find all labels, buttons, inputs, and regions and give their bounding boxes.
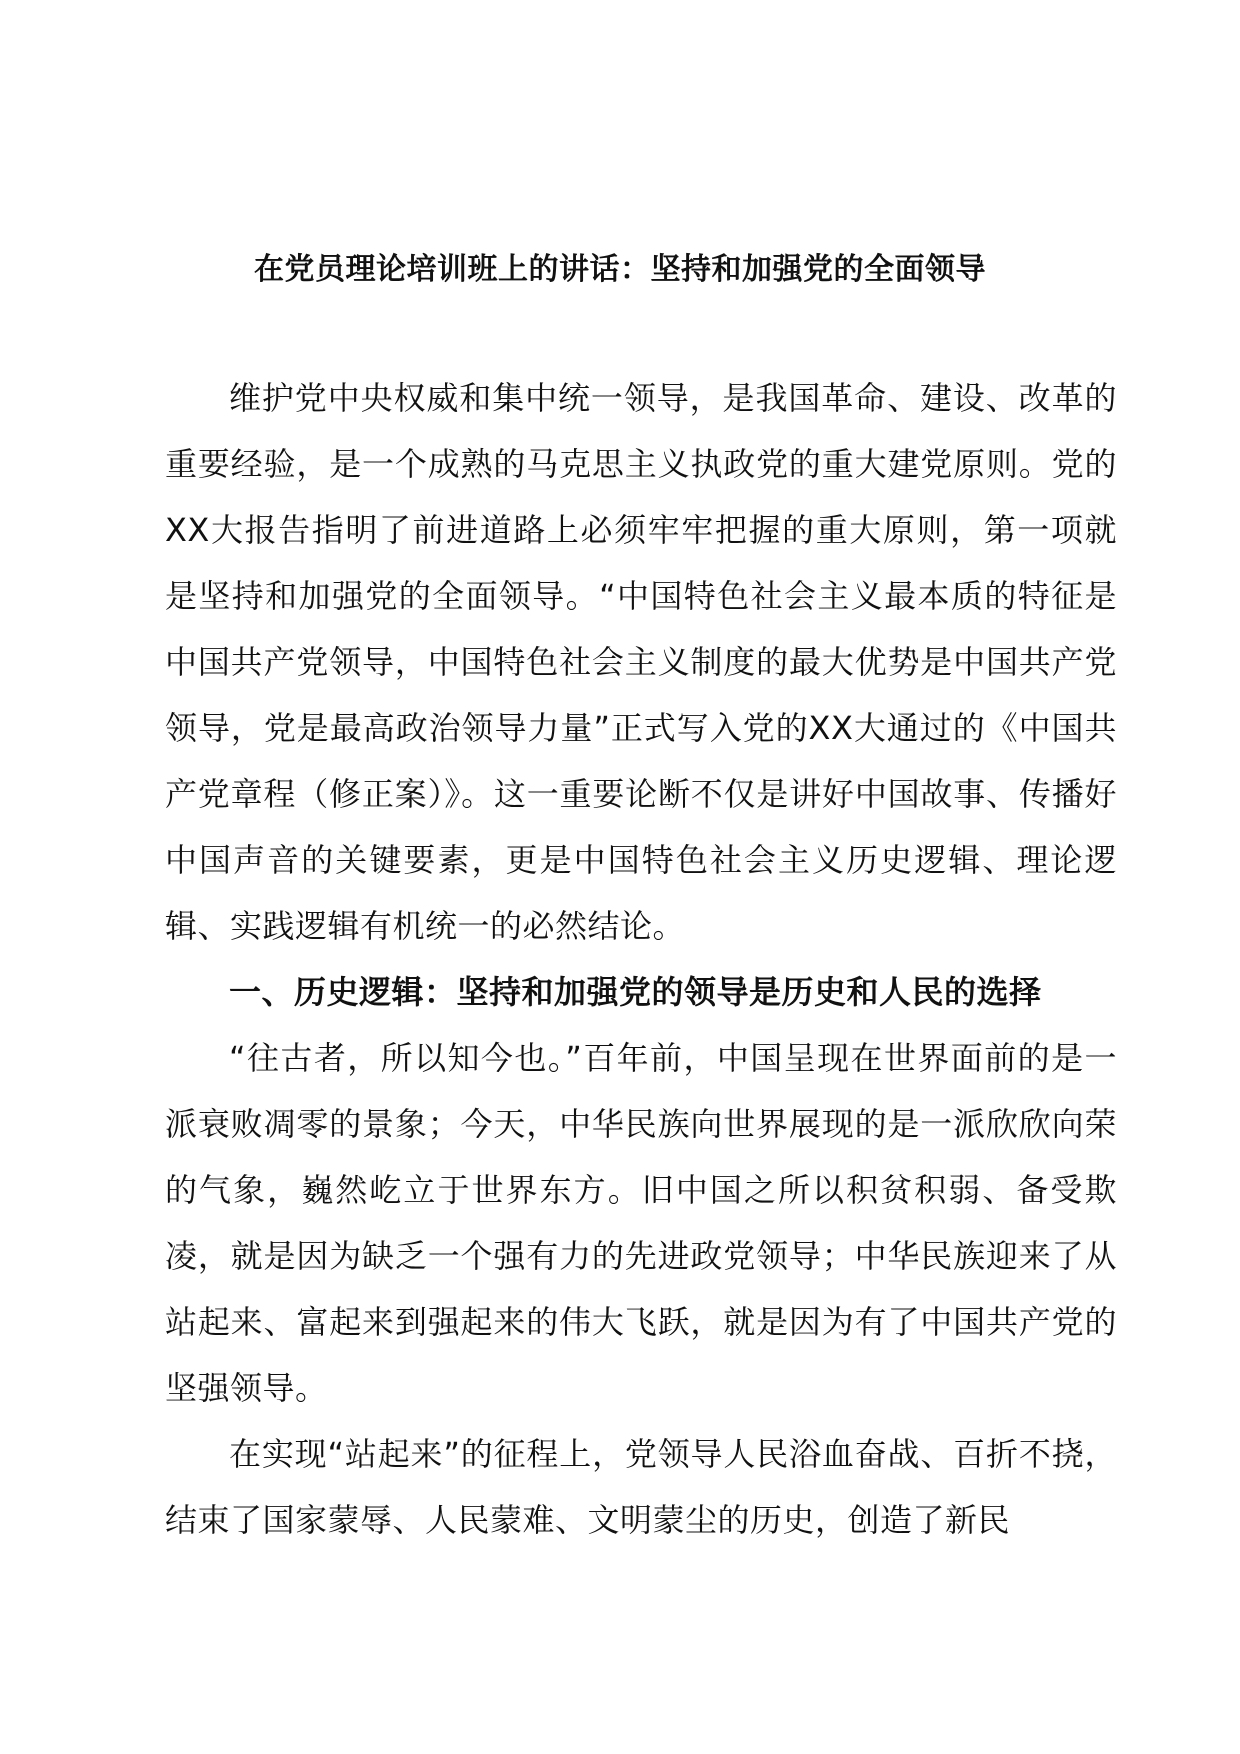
- body-paragraph: 在实现“站起来”的征程上，党领导人民浴血奋战、百折不挠，结束了国家蒙辱、人民蒙难、文明蒙尘的历史，创造了新民: [165, 1435, 1117, 1539]
- body-paragraph: “往古者，所以知今也。”百年前，中国呈现在世界面前的是一派衰败凋零的景象；今天，中华民族向世界展现的是一派欣欣向荣的气象，巍然屹立于世界东方。旧中国之所以积贫积弱、备受欺凌，就是因为缺乏一个强有力的先进政党领导；中华民族迎来了从站起来、富起来到强起来的伟大飞跃，就是因为有了中国共产党的坚强领导。: [165, 1039, 1117, 1407]
- document-body: [165, 365, 1117, 1553]
- intro-paragraph: 维护党中央权威和集中统一领导，是我国革命、建设、改革的重要经验，是一个成熟的马克思主义执政党的重大建党原则。党的XX大报告指明了前进道路上必须牢牢把握的重大原则，第一项就是坚持和加强党的全面领导。“中国特色社会主义最本质的特征是中国共产党领导，中国特色社会主义制度的最大优势是中国共产党领导，党是最高政治领导力量”正式写入党的XX大通过的《中国共产党章程（修正案）》。这一重要论断不仅是讲好中国故事、传播好中国声音的关键要素，更是中国特色社会主义历史逻辑、理论逻辑、实践逻辑有机统一的必然结论。: [165, 379, 1117, 945]
- section-heading: 一、历史逻辑：坚持和加强党的领导是历史和人民的选择: [229, 973, 1042, 1011]
- document-title: 在党员理论培训班上的讲话：坚持和加强党的全面领导: [254, 252, 986, 287]
